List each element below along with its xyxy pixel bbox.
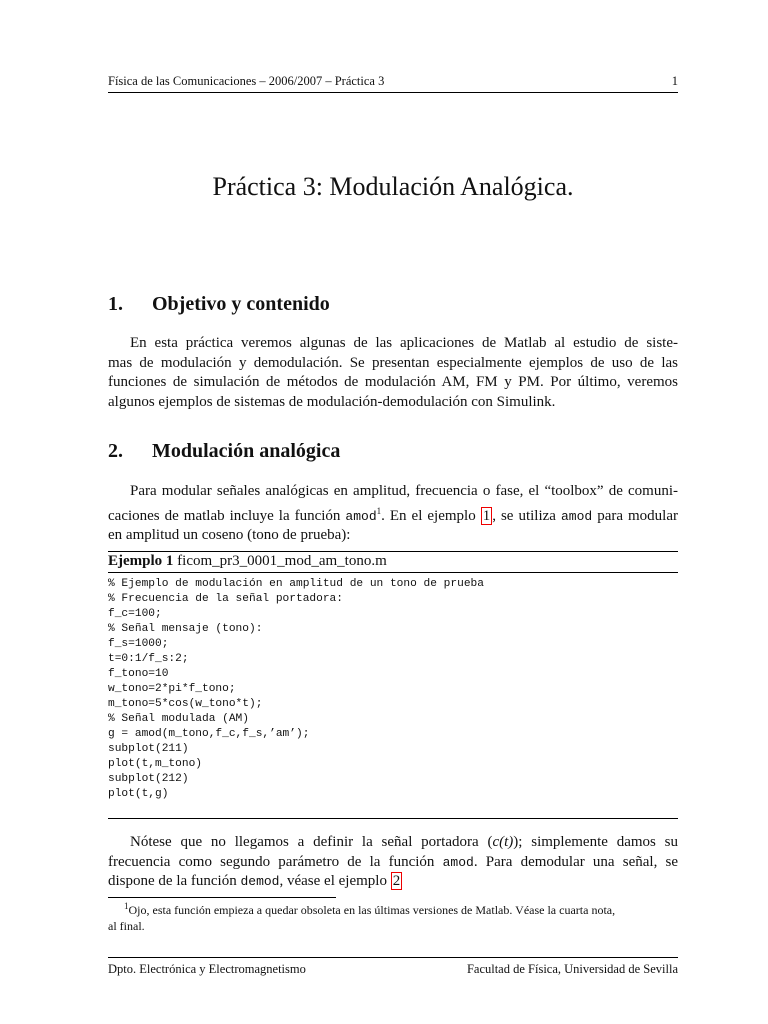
paragraph-line xyxy=(108,502,678,527)
running-header: Física de las Comunicaciones – 2006/2007 – Práctica 3 xyxy=(108,74,385,88)
section-number: 2. xyxy=(108,440,123,462)
section-heading-2 xyxy=(108,440,340,463)
code-line: f_tono=10 xyxy=(108,668,169,680)
section-heading-1 xyxy=(108,293,330,316)
example-filename: ficom_pr3_0001_mod_am_tono.m xyxy=(177,553,387,569)
paragraph-line xyxy=(108,853,678,873)
paragraph-analog-modulation xyxy=(108,482,678,546)
code-line: w_tono=2*pi*f_tono; xyxy=(108,683,236,695)
code-line: subplot(212) xyxy=(108,773,189,785)
paragraph-line: Para modular señales analógicas en amplitud, frecuencia o fase, el “toolbox” de comuni- xyxy=(130,483,678,499)
paragraph-line: en amplitud un coseno (tono de prueba): xyxy=(108,527,351,543)
paragraph-line: mas de modulación y demodulación. Se presentan especialmente ejemplos de uso de las xyxy=(108,354,678,371)
example-caption xyxy=(108,553,387,570)
paragraph-line xyxy=(108,833,678,853)
code-line: g = amod(m_tono,f_c,f_s,’am’); xyxy=(108,728,310,740)
code-line: m_tono=5*cos(w_tono*t); xyxy=(108,698,263,710)
code-line: plot(t,m_tono) xyxy=(108,758,202,770)
text-run: caciones de matlab incluye la función xyxy=(108,507,346,524)
footnote-mark[interactable]: 1 xyxy=(376,505,382,516)
text-run: , véase el ejemplo xyxy=(279,873,391,889)
document-title: Práctica 3: Modulación Analógica. xyxy=(212,172,574,201)
text-run: Nótese que no llegamos a definir la señal portadora ( xyxy=(130,834,493,850)
code-line: plot(t,g) xyxy=(108,788,169,800)
math-expression: c(t) xyxy=(492,834,514,850)
section-title: Objetivo y contenido xyxy=(152,293,330,315)
example-rule-bottom xyxy=(108,818,678,819)
example-reference-link[interactable]: 2 xyxy=(392,873,401,889)
footer-institution: Facultad de Física, Universidad de Sevilla xyxy=(466,962,678,976)
paragraph-line: En esta práctica veremos algunas de las aplicaciones de Matlab al estudio de siste- xyxy=(130,335,678,351)
section-number: 1. xyxy=(108,293,123,315)
inline-code: amod xyxy=(442,854,474,870)
text-run: , se utiliza xyxy=(492,507,561,524)
code-line: f_s=1000; xyxy=(108,638,169,650)
text-run: frecuencia como segundo parámetro de la función xyxy=(108,853,443,870)
text-run: ); simplemente damos su xyxy=(513,834,678,850)
footnote xyxy=(108,899,678,934)
text-run: . En el ejemplo xyxy=(381,507,481,524)
example-code-block xyxy=(108,577,484,802)
inline-code: amod xyxy=(560,508,593,524)
text-run: . Para demodular una señal, se xyxy=(473,853,678,870)
footer-department: Dpto. Electrónica y Electromagnetismo xyxy=(108,962,306,976)
code-line: % Señal modulada (AM) xyxy=(108,713,249,725)
footer-rule xyxy=(108,957,678,958)
footnote-line: al final. xyxy=(108,918,145,933)
code-line: subplot(211) xyxy=(108,743,189,755)
example-label: Ejemplo 1 xyxy=(108,553,174,569)
section-title: Modulación analógica xyxy=(152,440,341,462)
footnote-text: Ojo, esta función empieza a quedar obsoleta en las últimas versiones de Matlab. Véase la cuarta nota, xyxy=(128,903,616,917)
paragraph-line: funciones de simulación de métodos de modulación AM, FM y PM. Por último, veremos xyxy=(108,374,678,390)
example-reference-link[interactable]: 1 xyxy=(482,507,491,524)
example-rule-top xyxy=(108,551,678,552)
text-run: dispone de la función xyxy=(108,873,241,889)
paragraph-line: algunos ejemplos de sistemas de modulación-demodulación con Simulink. xyxy=(108,393,556,410)
code-line: % Frecuencia de la señal portadora: xyxy=(108,593,343,605)
footnote-mark: 1 xyxy=(124,901,129,911)
paragraph-note xyxy=(108,833,678,892)
code-line: % Ejemplo de modulación en amplitud de un tono de prueba xyxy=(108,578,484,590)
inline-code: amod xyxy=(345,508,377,524)
page-number: 1 xyxy=(671,74,678,88)
code-line: % Señal mensaje (tono): xyxy=(108,623,263,635)
paragraph-objective xyxy=(108,334,678,412)
code-line: t=0:1/f_s:2; xyxy=(108,653,189,665)
inline-code: demod xyxy=(240,874,280,889)
paragraph-line xyxy=(108,872,678,892)
footnote-line xyxy=(108,899,678,919)
code-line: f_c=100; xyxy=(108,608,162,620)
footnote-rule xyxy=(108,897,336,898)
text-run: para modular xyxy=(592,507,678,524)
header-rule xyxy=(108,92,678,93)
example-rule-mid xyxy=(108,572,678,573)
